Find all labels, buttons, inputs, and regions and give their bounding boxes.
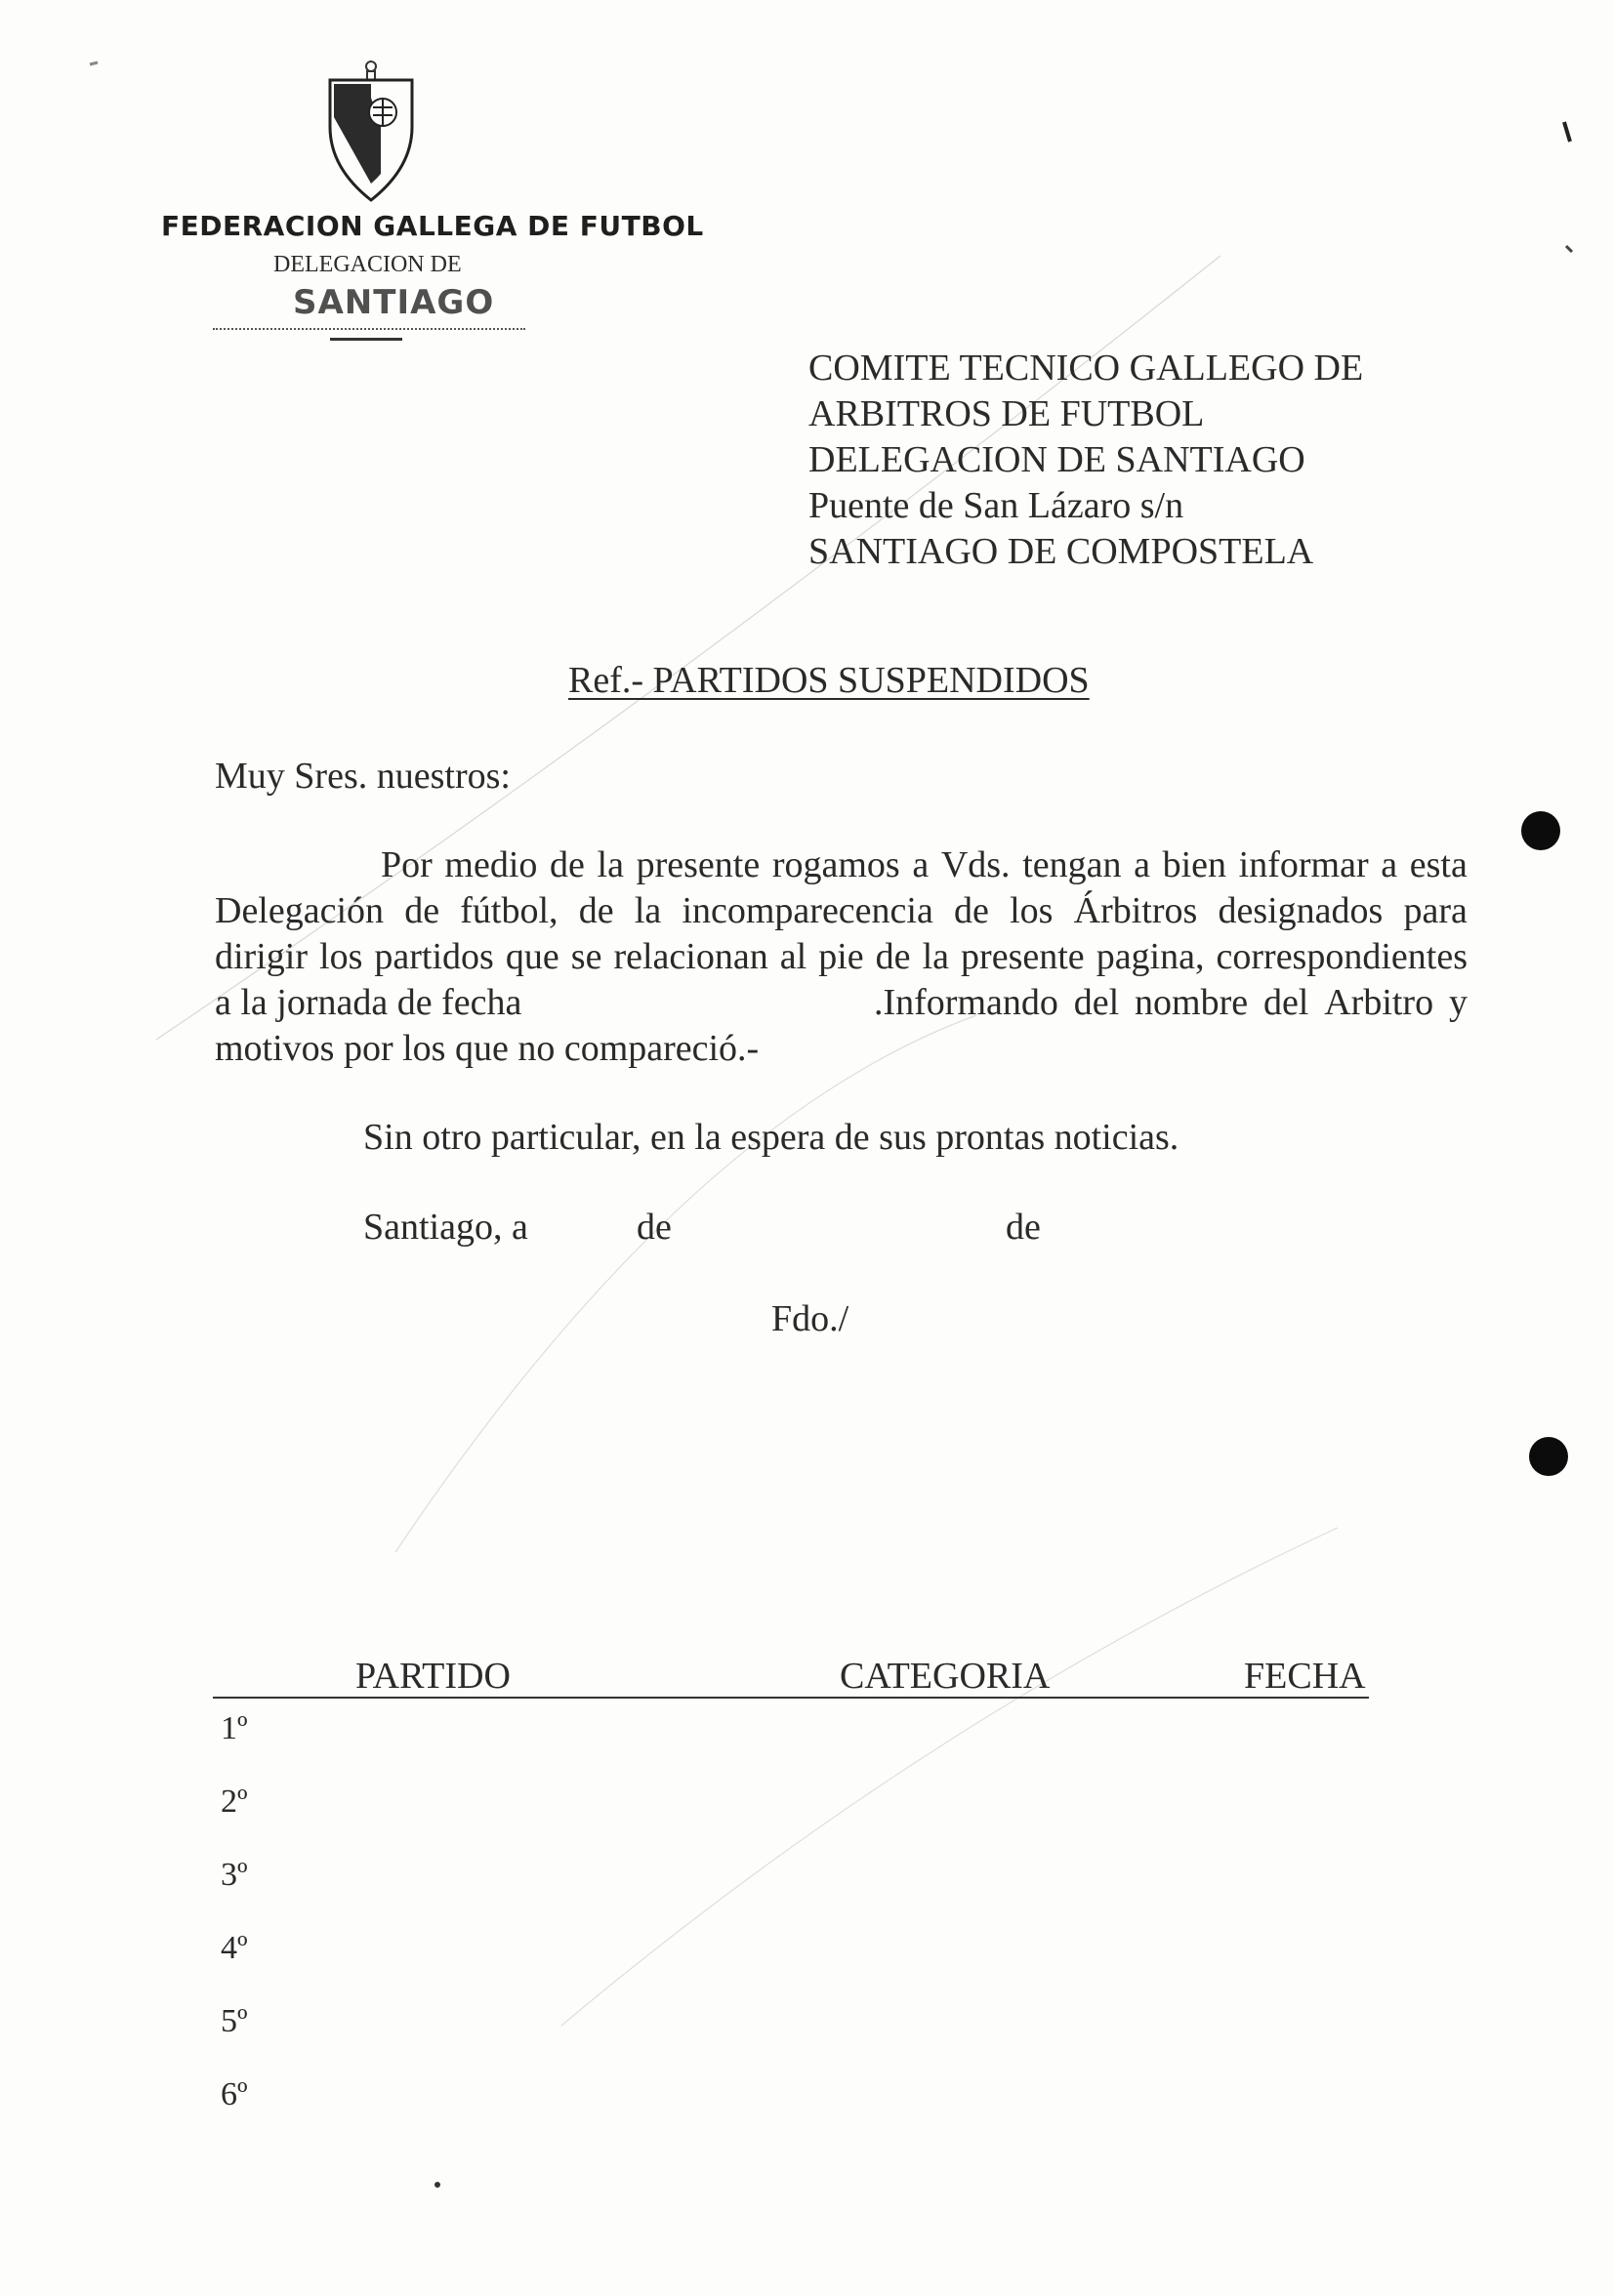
body-word: se <box>570 936 602 977</box>
table-row-number: 1º <box>221 1710 248 1746</box>
body-paragraph <box>215 842 1468 1072</box>
body-word: Vds. <box>940 844 1011 885</box>
body-word: incomparecencia <box>682 890 933 931</box>
body-word: informar <box>1238 844 1369 885</box>
address-line: DELEGACION DE SANTIAGO <box>808 439 1305 480</box>
body-line-2 <box>215 888 1468 934</box>
table-row-number: 6º <box>221 2076 248 2112</box>
body-word: presente <box>636 844 761 885</box>
body-word: la <box>922 936 950 977</box>
body-word: del <box>1262 982 1309 1023</box>
body-word: de <box>578 890 614 931</box>
body-word: de <box>875 936 911 977</box>
body-word: medio <box>444 844 538 885</box>
body-word: partidos <box>374 936 494 977</box>
federation-shield-logo <box>322 59 420 205</box>
body-word: pie <box>818 936 864 977</box>
address-line: ARBITROS DE FUTBOL <box>808 393 1205 434</box>
closing-line: Sin otro particular, en la espera de sus prontas noticias. <box>363 1117 1179 1158</box>
salutation: Muy Sres. nuestros: <box>215 756 511 797</box>
body-word: y <box>1448 982 1468 1023</box>
body-word: la <box>634 890 662 931</box>
table-row-number: 3º <box>221 1857 248 1893</box>
body-word: a <box>1134 844 1150 885</box>
body-word: fútbol, <box>460 890 558 931</box>
body-line-4-end <box>874 980 1468 1026</box>
body-line-3 <box>215 934 1468 980</box>
reference-line: Ref.- PARTIDOS SUSPENDIDOS <box>568 660 1090 701</box>
body-word: a <box>912 844 930 885</box>
body-word: tengan <box>1022 844 1122 885</box>
letterhead-divider <box>330 338 402 341</box>
body-word: Arbitro <box>1324 982 1434 1023</box>
header-fecha: FECHA <box>1244 1656 1366 1697</box>
body-word: para <box>1403 890 1468 931</box>
address-line: Puente de San Lázaro s/n <box>808 485 1184 526</box>
punch-hole <box>1529 1437 1568 1476</box>
body-word: Por <box>381 844 433 885</box>
body-word: de <box>404 890 440 931</box>
date-de-month: de <box>637 1207 672 1248</box>
body-word: pagina, <box>1096 936 1205 977</box>
body-word: correspondientes <box>1216 936 1468 977</box>
delegacion-label: DELEGACION DE <box>273 252 462 277</box>
body-word: de <box>954 890 989 931</box>
body-word: que <box>505 936 559 977</box>
body-line-4-start: a la jornada de fecha <box>215 982 522 1023</box>
body-word: designados <box>1218 890 1384 931</box>
body-word: del <box>1073 982 1120 1023</box>
address-line: SANTIAGO DE COMPOSTELA <box>808 531 1314 572</box>
table-header-rule <box>213 1697 1369 1699</box>
santiago-stamp: SANTIAGO <box>293 283 495 322</box>
signature-label: Fdo./ <box>771 1298 849 1339</box>
body-word: relacionan <box>613 936 768 977</box>
federation-title: FEDERACION GALLEGA DE FUTBOL <box>161 210 704 242</box>
body-word: a <box>1381 844 1398 885</box>
body-word: rogamos <box>771 844 900 885</box>
header-categoria: CATEGORIA <box>840 1656 1051 1697</box>
body-word: de <box>550 844 585 885</box>
table-row-number: 5º <box>221 2003 248 2039</box>
body-word: esta <box>1409 844 1468 885</box>
body-word: presente <box>961 936 1085 977</box>
body-line-5: motivos por los que no compareció.- <box>215 1028 760 1069</box>
punch-hole <box>1521 811 1560 850</box>
date-city: Santiago, a <box>363 1207 528 1248</box>
body-word: los <box>1010 890 1054 931</box>
body-line-4 <box>215 980 1468 1026</box>
recipient-address <box>808 346 1363 575</box>
address-line: COMITE TECNICO GALLEGO DE <box>808 348 1364 389</box>
body-word: los <box>319 936 363 977</box>
header-partido: PARTIDO <box>355 1656 511 1697</box>
body-word: nombre <box>1135 982 1249 1023</box>
body-word: la <box>597 844 624 885</box>
body-word: al <box>779 936 807 977</box>
body-word: Árbitros <box>1073 890 1198 931</box>
table-row-number: 2º <box>221 1784 248 1820</box>
body-word: .Informando <box>874 982 1058 1023</box>
body-line-1 <box>381 842 1468 888</box>
body-word: Delegación <box>215 890 385 931</box>
body-word: dirigir <box>215 936 308 977</box>
table-row-number: 4º <box>221 1930 248 1966</box>
date-de-year: de <box>1006 1207 1041 1248</box>
body-word: bien <box>1162 844 1227 885</box>
